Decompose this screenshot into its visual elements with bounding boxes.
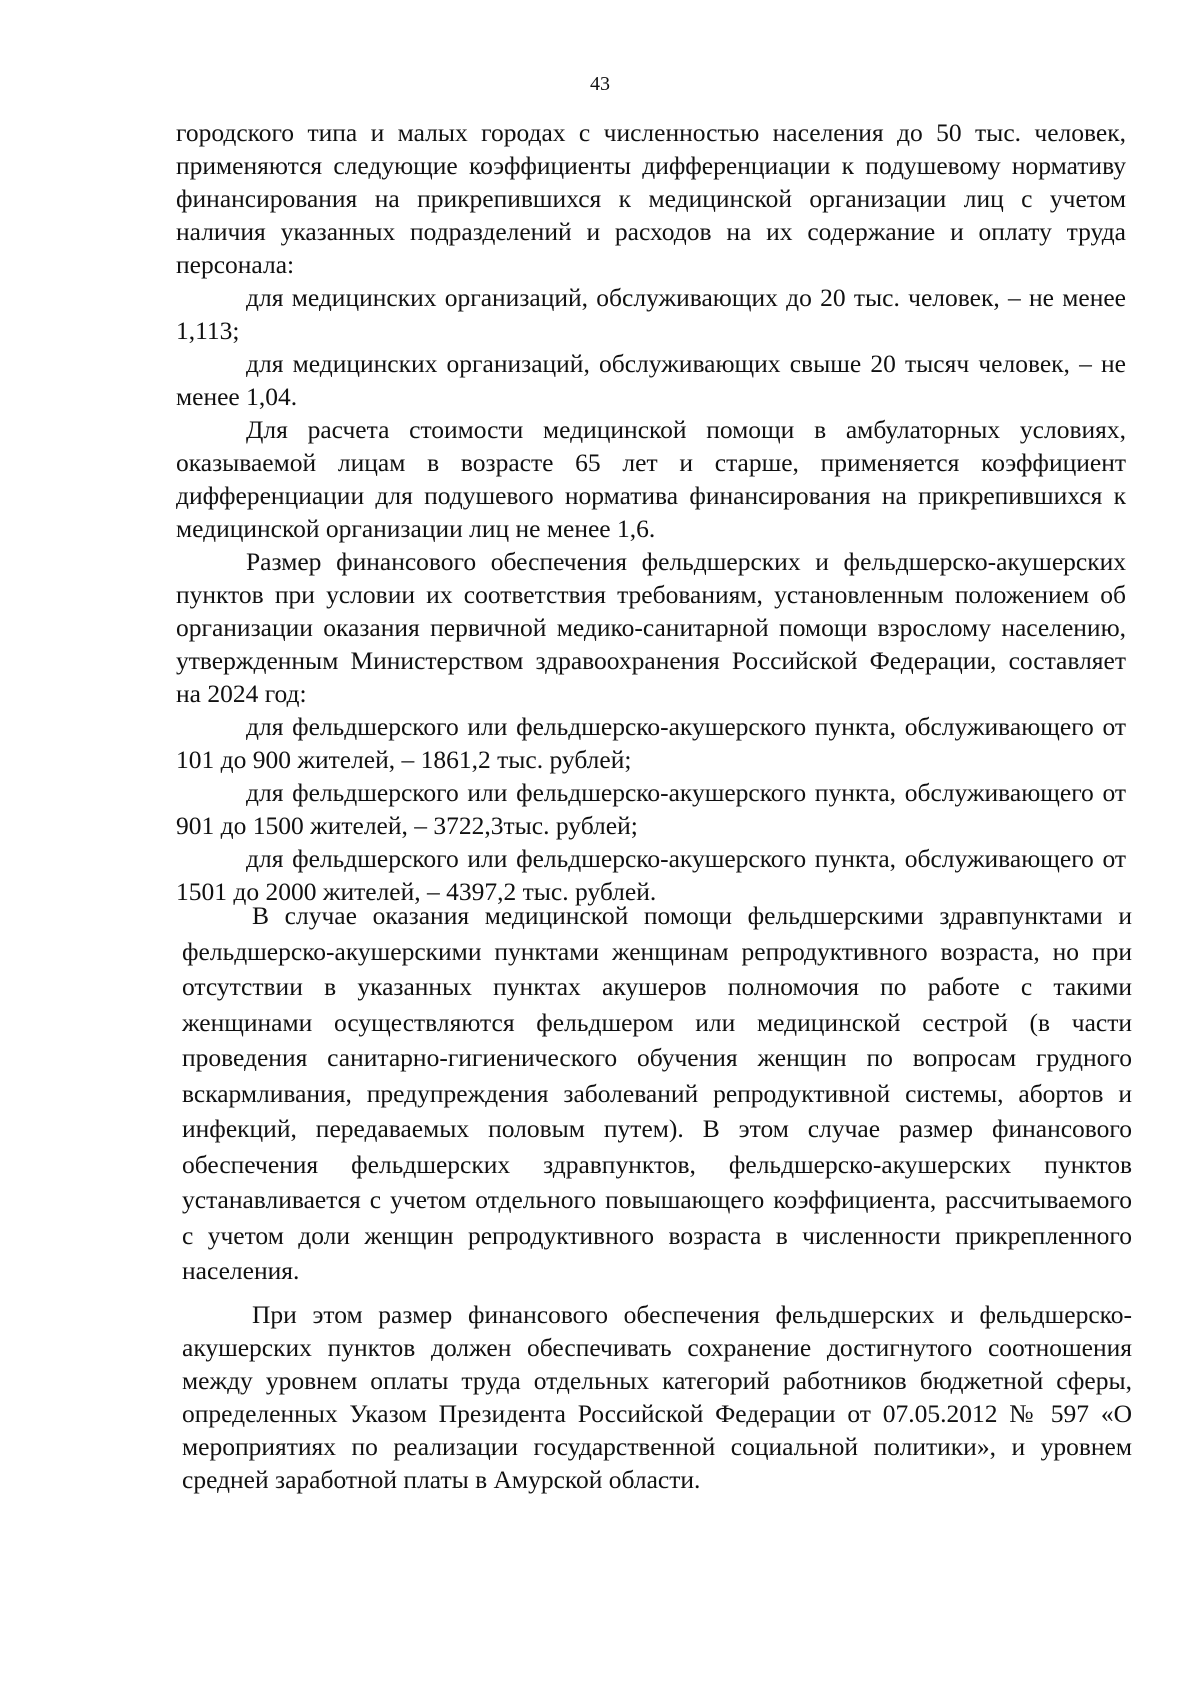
document-body-middle bbox=[182, 898, 1132, 1289]
paragraph-fap-1501-2000: для фельдшерского или фельдшерско-акушерского пункта, обслуживающего от 1501 до 2000 жителей, – 4397,2 тыс. рублей. bbox=[176, 844, 1126, 906]
document-body-top bbox=[176, 116, 1126, 908]
document-body-bottom bbox=[182, 1298, 1132, 1496]
page-number: 43 bbox=[590, 73, 610, 95]
paragraph-coef-up-to-20k: для медицинских организаций, обслуживающих до 20 тыс. человек, – не менее 1,113; bbox=[176, 283, 1126, 345]
paragraph-fap-funding: Размер финансового обеспечения фельдшерских и фельдшерско-акушерских пунктов при условии их соответствия требованиям, установленным положением об организации оказания первичной медико-санитарной помощи взрослому населению, утвержденным Министерством здравоохранения Российской Федерации, составляет на 2024 год: bbox=[176, 547, 1126, 708]
paragraph-coef-65-plus: Для расчета стоимости медицинской помощи в амбулаторных условиях, оказываемой лицам в возрасте 65 лет и старше, применяется коэффициент дифференциации для подушевого норматива финансирования на прикрепившихся к медицинской организации лиц не менее 1,6. bbox=[176, 415, 1126, 543]
paragraph-intro: городского типа и малых городах с численностью населения до 50 тыс. человек, применяются следующие коэффициенты дифференциации к подушевому нормативу финансирования на прикрепившихся к медицинской организации лиц с учетом наличия указанных подразделений и расходов на их содержание и оплату труда персонала: bbox=[176, 118, 1126, 279]
paragraph-fap-101-900: для фельдшерского или фельдшерско-акушерского пункта, обслуживающего от 101 до 900 жителей, – 1861,2 тыс. рублей; bbox=[176, 712, 1126, 774]
paragraph-salary-ratio: При этом размер финансового обеспечения фельдшерских и фельдшерско-акушерских пунктов должен обеспечивать сохранение достигнутого соотношения между уровнем оплаты труда отдельных категорий работников бюджетной сферы, определенных Указом Президента Российской Федерации от 07.05.2012 № 597 «О мероприятиях по реализации государственной социальной политики», и уровнем средней заработной платы в Амурской области. bbox=[182, 1300, 1132, 1494]
paragraph-reproductive-age: В случае оказания медицинской помощи фельдшерскими здравпунктами и фельдшерско-акушерскими пунктами женщинам репродуктивного возраста, но при отсутствии в указанных пунктах акушеров полномочия по работе с такими женщинами осуществляются фельдшером или медицинской сестрой (в части проведения санитарно-гигиенического обучения женщин по вопросам грудного вскармливания, предупреждения заболеваний репродуктивной системы, абортов и инфекций, передаваемых половым путем). В этом случае размер финансового обеспечения фельдшерских здравпунктов, фельдшерско-акушерских пунктов устанавливается с учетом отдельного повышающего коэффициента, рассчитываемого с учетом доли женщин репродуктивного возраста в численности прикрепленного населения. bbox=[182, 901, 1132, 1285]
paragraph-fap-901-1500: для фельдшерского или фельдшерско-акушерского пункта, обслуживающего от 901 до 1500 жителей, – 3722,3тыс. рублей; bbox=[176, 778, 1126, 840]
paragraph-coef-over-20k: для медицинских организаций, обслуживающих свыше 20 тысяч человек, – не менее 1,04. bbox=[176, 349, 1126, 411]
